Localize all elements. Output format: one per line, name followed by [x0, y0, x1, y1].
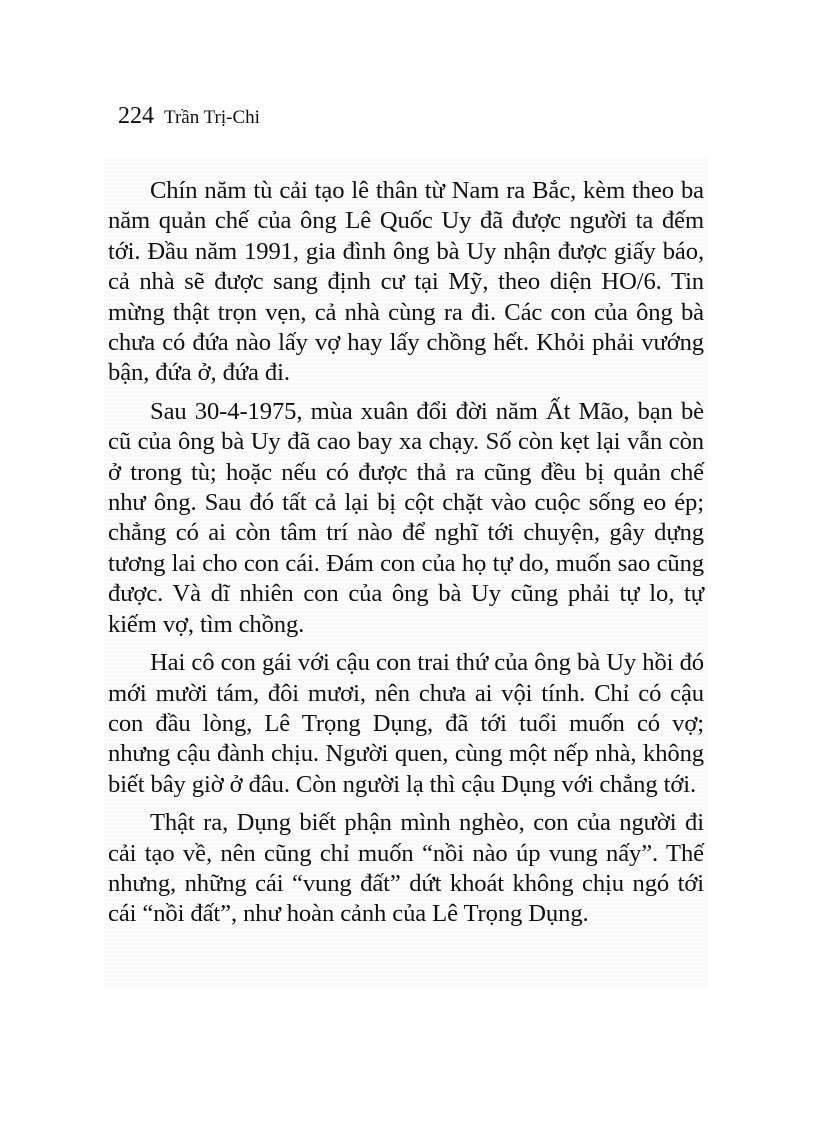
running-head: Trần Trị-Chi — [164, 107, 260, 128]
page-number: 224 — [118, 103, 154, 129]
paragraph: Chín năm tù cải tạo lê thân từ Nam ra Bắc, kèm theo ba năm quản chế của ông Lê Quốc Uy đã được người ta đếm tới. Đầu năm 1991, gia đình ông bà Uy nhận được giấy báo, cả nhà sẽ được sang định cư tại Mỹ, theo diện HO/6. Tin mừng thật trọn vẹn, cả nhà cùng ra đi. Các con của ông bà chưa có đứa nào lấy vợ hay lấy chồng hết. Khỏi phải vướng bận, đứa ở, đứa đi. — [108, 177, 704, 387]
paragraph: Sau 30-4-1975, mùa xuân đổi đời năm Ất Mão, bạn bè cũ của ông bà Uy đã cao bay xa chạy. Số còn kẹt lại vẫn còn ở trong tù; hoặc nếu có được thả ra cũng đều bị quản chế như ông. Sau đó tất cả lại bị cột chặt vào cuộc sống eo ép; chẳng có ai còn tâm trí nào để nghĩ tới chuyện, gây dựng tương lai cho con cái. Đám con của họ tự do, muốn sao cũng được. Và dĩ nhiên con của ông bà Uy cũng phải tự lo, tự kiếm vợ, tìm chồng. — [108, 397, 704, 638]
page-header — [118, 104, 260, 128]
body-text — [104, 158, 708, 988]
paragraph: Thật ra, Dụng biết phận mình nghèo, con của người đi cải tạo về, nên cũng chỉ muốn “nồi nào úp vung nấy”. Thế nhưng, những cái “vung đất” dứt khoát không chịu ngó tới cái “nồi đất”, như hoàn cảnh của Lê Trọng Dụng. — [108, 809, 704, 928]
paragraph: Hai cô con gái với cậu con trai thứ của ông bà Uy hồi đó mới mười tám, đôi mươi, nên chưa ai vội tính. Chỉ có cậu con đầu lòng, Lê Trọng Dụng, đã tới tuổi muốn có vợ; nhưng cậu đành chịu. Người quen, cùng một nếp nhà, không biết bây giờ ở đâu. Còn người lạ thì cậu Dụng với chẳng tới. — [108, 649, 704, 798]
